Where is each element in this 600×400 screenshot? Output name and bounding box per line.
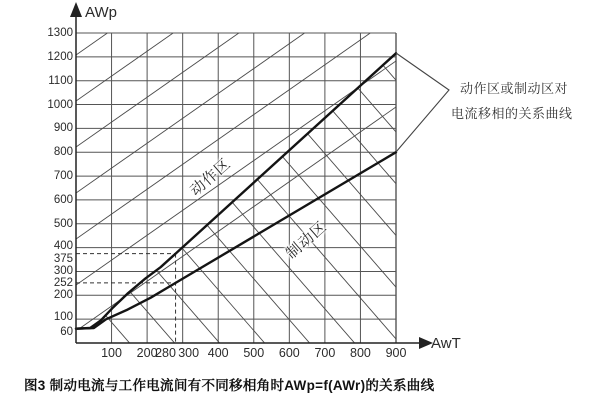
hatch-up-line [76, 0, 396, 147]
y-tick-label-1200: 1200 [47, 50, 73, 63]
hatch-up-line [76, 15, 396, 239]
y-tick-label-1300: 1300 [47, 27, 73, 39]
x-tick-label-500: 500 [243, 346, 265, 360]
x-axis-label: AwT [431, 335, 461, 352]
annotation-leader-lines [396, 53, 449, 152]
hatch-down-line [130, 33, 400, 344]
hatch-up-line [76, 61, 396, 285]
y-tick-label-600: 600 [53, 193, 73, 206]
annotation-line1: 动作区或制动区对 [460, 81, 569, 96]
y-axis-arrow-icon [70, 2, 82, 17]
x-tick-label-100: 100 [101, 346, 122, 360]
x-tick-label-400: 400 [207, 346, 229, 360]
x-tick-label-200: 200 [136, 346, 158, 360]
y-tick-label-400: 400 [53, 239, 73, 252]
annotation-line2: 电流移相的关系曲线 [451, 106, 573, 121]
y-tick-label-900: 900 [53, 122, 73, 135]
zone-label-action: 动作区 [186, 155, 235, 200]
x-tick-label-280: 280 [155, 346, 176, 360]
hatch-up-line [76, 0, 396, 101]
figure-caption: 图3 制动电流与工作电流间有不同移相角时AWp=f(AWr)的关系曲线 [24, 378, 435, 393]
y-tick-label-252: 252 [53, 276, 73, 289]
x-tick-label-600: 600 [278, 346, 300, 360]
lower-boundary-curve [76, 152, 396, 329]
hatch-up-line [76, 199, 396, 400]
y-tick-label-300: 300 [53, 265, 73, 278]
x-tick-label-800: 800 [350, 346, 371, 360]
y-tick-label-60: 60 [60, 325, 73, 338]
y-tick-label-1100: 1100 [48, 74, 73, 87]
y-tick-label-500: 500 [53, 217, 73, 230]
x-tick-label-300: 300 [178, 346, 200, 360]
y-tick-label-100: 100 [53, 311, 73, 324]
y-tick-label-375: 375 [53, 252, 73, 265]
hatch-down-line [175, 33, 445, 344]
y-tick-label-1000: 1000 [47, 98, 73, 111]
hatch-down-line [220, 33, 490, 344]
hatch-down-line [40, 33, 310, 344]
zone-label-braking: 制动区 [282, 218, 331, 263]
x-tick-label-900: 900 [385, 346, 407, 360]
x-tick-label-700: 700 [314, 346, 336, 360]
hatch-up-line [76, 0, 396, 55]
y-axis-label: AWp [85, 4, 117, 21]
y-tick-label-800: 800 [53, 146, 73, 159]
y-tick-label-700: 700 [53, 170, 73, 183]
y-tick-label-200: 200 [53, 289, 73, 302]
